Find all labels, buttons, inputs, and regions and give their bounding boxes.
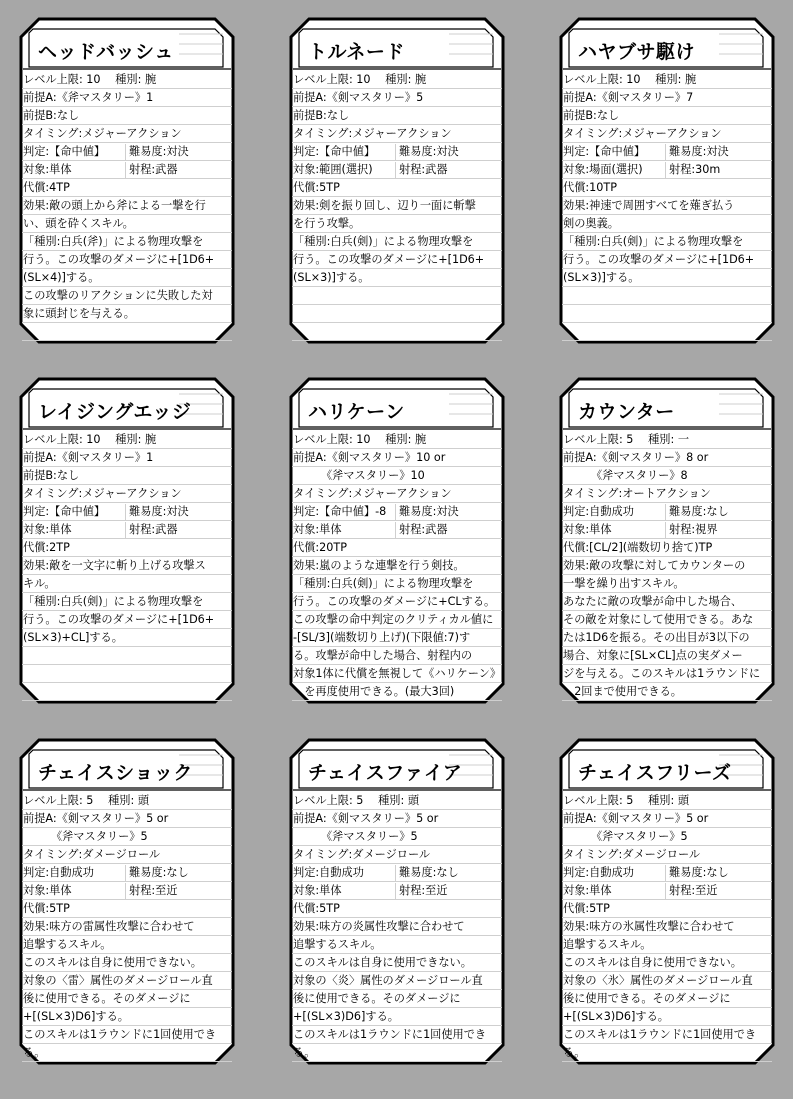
effect-line: ジを与える。このスキルは1ラウンドに xyxy=(562,665,772,683)
effect-line: 対象の〈炎〉属性のダメージロール直 xyxy=(292,972,502,990)
prereq-a-row: 前提A:《剣マスタリー》8 or xyxy=(562,449,772,467)
card-title: ヘッドバッシュ xyxy=(38,41,174,63)
timing-row: タイミング:メジャーアクション xyxy=(22,125,232,143)
effect-line: 場合、対象に[SL×CL]点の実ダメー xyxy=(562,647,772,665)
effect-line: (SL×4)]する。 xyxy=(22,269,232,287)
judge-row xyxy=(562,503,772,521)
effect-line: この攻撃のリアクションに失敗した対 xyxy=(22,287,232,305)
blank-line xyxy=(22,683,232,701)
judge-row xyxy=(292,143,502,161)
cost-row: 代償:5TP xyxy=(292,900,502,918)
judge-row xyxy=(22,503,232,521)
cost-row: 代償:4TP xyxy=(22,179,232,197)
blank-line xyxy=(292,287,502,305)
judge-row-left: 判定:【命中値】 xyxy=(293,145,376,158)
target-row xyxy=(562,161,772,179)
blank-line xyxy=(292,323,502,341)
effect-line: る。 xyxy=(292,1044,502,1062)
prereq-b-row: 《斧マスタリー》10 xyxy=(292,467,502,485)
judge-row-right: 難易度:対決 xyxy=(399,145,459,158)
effect-line: +[(SL×3)D6]する。 xyxy=(562,1008,772,1026)
target-row-left: 対象:単体 xyxy=(23,163,72,176)
timing-row: タイミング:ダメージロール xyxy=(22,846,232,864)
blank-line xyxy=(22,323,232,341)
card-title: ハヤブサ駆け xyxy=(578,41,696,63)
target-row xyxy=(292,521,502,539)
target-row xyxy=(22,521,232,539)
effect-line: 効果:味方の氷属性攻撃に合わせて xyxy=(562,918,772,936)
skill-card xyxy=(559,377,775,704)
effect-line: このスキルは1ラウンドに1回使用でき xyxy=(22,1026,232,1044)
cost-row: 代償:5TP xyxy=(22,900,232,918)
effect-line: 対象の〈雷〉属性のダメージロール直 xyxy=(22,972,232,990)
target-row-left: 対象:単体 xyxy=(293,523,342,536)
effect-line: (SL×3)+CL]する。 xyxy=(22,629,232,647)
judge-row-right: 難易度:なし xyxy=(669,505,729,518)
judge-row-left: 判定:自動成功 xyxy=(563,505,634,518)
effect-line: キル。 xyxy=(22,575,232,593)
prereq-b-row: 《斧マスタリー》8 xyxy=(562,467,772,485)
prereq-a-row: 前提A:《剣マスタリー》5 or xyxy=(292,810,502,828)
effect-line: 一撃を繰り出すスキル。 xyxy=(562,575,772,593)
judge-row xyxy=(22,864,232,882)
card-title: ハリケーン xyxy=(308,401,405,423)
effect-line: 行う。この攻撃のダメージに+[1D6+ xyxy=(22,251,232,269)
judge-row xyxy=(22,143,232,161)
target-row-right: 射程:武器 xyxy=(399,523,448,536)
judge-row-left: 判定:自動成功 xyxy=(563,866,634,879)
cost-row: 代償:10TP xyxy=(562,179,772,197)
judge-row-left: 判定:【命中値】 xyxy=(23,505,106,518)
judge-row xyxy=(292,864,502,882)
skill-card xyxy=(19,17,235,344)
effect-line: 「種別:白兵(斧)」による物理攻撃を xyxy=(22,233,232,251)
prereq-a-row: 前提A:《剣マスタリー》5 xyxy=(292,89,502,107)
prereq-a-row: 前提A:《剣マスタリー》1 xyxy=(22,449,232,467)
effect-line: 効果:神速で周囲すべてを薙ぎ払う xyxy=(562,197,772,215)
effect-line: る。 xyxy=(562,1044,772,1062)
card-rows xyxy=(292,71,502,341)
effect-line: を再度使用できる。(最大3回) xyxy=(292,683,502,701)
effect-line: 2回まで使用できる。 xyxy=(562,683,772,701)
effect-line: い、頭を砕くスキル。 xyxy=(22,215,232,233)
judge-row-left: 判定:自動成功 xyxy=(23,866,94,879)
effect-line: 効果:味方の雷属性攻撃に合わせて xyxy=(22,918,232,936)
timing-row: タイミング:メジャーアクション xyxy=(562,125,772,143)
timing-row: タイミング:メジャーアクション xyxy=(292,125,502,143)
effect-line: 効果:嵐のような連撃を行う剣技。 xyxy=(292,557,502,575)
effect-line: (SL×3)]する。 xyxy=(292,269,502,287)
skill-card xyxy=(559,738,775,1065)
prereq-a-row: 前提A:《剣マスタリー》7 xyxy=(562,89,772,107)
effect-line: 効果:敵を一文字に斬り上げる攻撃ス xyxy=(22,557,232,575)
timing-row: タイミング:ダメージロール xyxy=(292,846,502,864)
effect-line: 効果:敵の攻撃に対してカウンターの xyxy=(562,557,772,575)
target-row-left: 対象:単体 xyxy=(293,884,342,897)
blank-line xyxy=(562,287,772,305)
timing-row: タイミング:メジャーアクション xyxy=(22,485,232,503)
effect-line: その敵を対象にして使用できる。あな xyxy=(562,611,772,629)
skill-card xyxy=(559,17,775,344)
blank-line xyxy=(562,323,772,341)
level-row: レベル上限: 5 種別: 頭 xyxy=(292,792,502,810)
prereq-b-row: 《斧マスタリー》5 xyxy=(22,828,232,846)
card-rows xyxy=(562,792,772,1062)
prereq-a-row: 前提A:《剣マスタリー》10 or xyxy=(292,449,502,467)
prereq-a-row: 前提A:《剣マスタリー》5 or xyxy=(22,810,232,828)
judge-row-left: 判定:【命中値】 xyxy=(23,145,106,158)
card-rows xyxy=(292,431,502,701)
skill-card xyxy=(19,738,235,1065)
judge-row xyxy=(292,503,502,521)
target-row-left: 対象:単体 xyxy=(23,884,72,897)
effect-line: 「種別:白兵(剣)」による物理攻撃を xyxy=(292,233,502,251)
target-row-right: 射程:武器 xyxy=(129,523,178,536)
cost-row: 代償:2TP xyxy=(22,539,232,557)
effect-line: -[SL/3](端数切り上げ)(下限値:7)す xyxy=(292,629,502,647)
effect-line: 効果:味方の炎属性攻撃に合わせて xyxy=(292,918,502,936)
effect-line: あなたに敵の攻撃が命中した場合、 xyxy=(562,593,772,611)
effect-line: このスキルは自身に使用できない。 xyxy=(22,954,232,972)
judge-row-right: 難易度:対決 xyxy=(129,145,189,158)
effect-line: (SL×3)]する。 xyxy=(562,269,772,287)
target-row xyxy=(562,521,772,539)
judge-row-right: 難易度:なし xyxy=(399,866,459,879)
effect-line: 効果:敵の頭上から斧による一撃を行 xyxy=(22,197,232,215)
target-row-left: 対象:単体 xyxy=(23,523,72,536)
judge-row-left: 判定:【命中値】 xyxy=(563,145,646,158)
effect-line: 「種別:白兵(剣)」による物理攻撃を xyxy=(292,575,502,593)
effect-line: 行う。この攻撃のダメージに+CLする。 xyxy=(292,593,502,611)
effect-line: このスキルは自身に使用できない。 xyxy=(292,954,502,972)
card-rows xyxy=(562,431,772,701)
effect-line: 「種別:白兵(剣)」による物理攻撃を xyxy=(22,593,232,611)
level-row: レベル上限: 10 種別: 腕 xyxy=(292,71,502,89)
card-rows xyxy=(22,792,232,1062)
prereq-b-row: 《斧マスタリー》5 xyxy=(292,828,502,846)
effect-line: 行う。この攻撃のダメージに+[1D6+ xyxy=(292,251,502,269)
card-rows xyxy=(22,431,232,701)
level-row: レベル上限: 5 種別: 頭 xyxy=(22,792,232,810)
effect-line: る。 xyxy=(22,1044,232,1062)
target-row-right: 射程:武器 xyxy=(129,163,178,176)
skill-card xyxy=(289,377,505,704)
target-row-left: 対象:場面(選択) xyxy=(563,163,643,176)
prereq-b-row: 前提B:なし xyxy=(292,107,502,125)
skill-card xyxy=(289,17,505,344)
target-row xyxy=(562,882,772,900)
prereq-b-row: 前提B:なし xyxy=(22,467,232,485)
prereq-b-row: 前提B:なし xyxy=(22,107,232,125)
effect-line: この攻撃の命中判定のクリティカル値に xyxy=(292,611,502,629)
card-title: カウンター xyxy=(578,401,675,423)
effect-line: このスキルは自身に使用できない。 xyxy=(562,954,772,972)
target-row-left: 対象:範囲(選択) xyxy=(293,163,373,176)
level-row: レベル上限: 5 種別: 一 xyxy=(562,431,772,449)
prereq-b-row: 前提B:なし xyxy=(562,107,772,125)
target-row-right: 射程:至近 xyxy=(669,884,718,897)
target-row-right: 射程:至近 xyxy=(129,884,178,897)
judge-row-right: 難易度:なし xyxy=(669,866,729,879)
effect-line: を行う攻撃。 xyxy=(292,215,502,233)
effect-line: 追撃するスキル。 xyxy=(22,936,232,954)
judge-row-right: 難易度:対決 xyxy=(669,145,729,158)
effect-line: る。攻撃が命中した場合、射程内の xyxy=(292,647,502,665)
effect-line: 「種別:白兵(剣)」による物理攻撃を xyxy=(562,233,772,251)
effect-line: 後に使用できる。そのダメージに xyxy=(562,990,772,1008)
level-row: レベル上限: 10 種別: 腕 xyxy=(562,71,772,89)
blank-line xyxy=(22,665,232,683)
target-row-left: 対象:単体 xyxy=(563,523,612,536)
effect-line: 追撃するスキル。 xyxy=(292,936,502,954)
card-title: トルネード xyxy=(308,41,405,63)
card-title: レイジングエッジ xyxy=(38,401,192,423)
judge-row xyxy=(562,864,772,882)
card-title: チェイスファイア xyxy=(308,762,463,784)
card-title: チェイスフリーズ xyxy=(578,762,732,784)
blank-line xyxy=(292,305,502,323)
cost-row: 代償:5TP xyxy=(562,900,772,918)
level-row: レベル上限: 10 種別: 腕 xyxy=(22,71,232,89)
target-row xyxy=(292,882,502,900)
effect-line: +[(SL×3)D6]する。 xyxy=(292,1008,502,1026)
effect-line: 対象1体に代償を無視して《ハリケーン》 xyxy=(292,665,502,683)
timing-row: タイミング:オートアクション xyxy=(562,485,772,503)
judge-row-right: 難易度:対決 xyxy=(129,505,189,518)
effect-line: 剣の奥義。 xyxy=(562,215,772,233)
target-row xyxy=(292,161,502,179)
effect-line: このスキルは1ラウンドに1回使用でき xyxy=(562,1026,772,1044)
effect-line: 追撃するスキル。 xyxy=(562,936,772,954)
effect-line: 効果:剣を振り回し、辺り一面に斬撃 xyxy=(292,197,502,215)
effect-line: このスキルは1ラウンドに1回使用でき xyxy=(292,1026,502,1044)
effect-line: 対象の〈氷〉属性のダメージロール直 xyxy=(562,972,772,990)
level-row: レベル上限: 10 種別: 腕 xyxy=(292,431,502,449)
timing-row: タイミング:メジャーアクション xyxy=(292,485,502,503)
target-row xyxy=(22,882,232,900)
prereq-a-row: 前提A:《斧マスタリー》1 xyxy=(22,89,232,107)
target-row-left: 対象:単体 xyxy=(563,884,612,897)
effect-line: 行う。この攻撃のダメージに+[1D6+ xyxy=(562,251,772,269)
cost-row: 代償:5TP xyxy=(292,179,502,197)
prereq-a-row: 前提A:《剣マスタリー》5 or xyxy=(562,810,772,828)
target-row-right: 射程:至近 xyxy=(399,884,448,897)
effect-line: 行う。この攻撃のダメージに+[1D6+ xyxy=(22,611,232,629)
timing-row: タイミング:ダメージロール xyxy=(562,846,772,864)
card-rows xyxy=(562,71,772,341)
skill-card xyxy=(19,377,235,704)
level-row: レベル上限: 5 種別: 頭 xyxy=(562,792,772,810)
effect-line: +[(SL×3)D6]する。 xyxy=(22,1008,232,1026)
effect-line: 後に使用できる。そのダメージに xyxy=(22,990,232,1008)
effect-line: 象に頭封じを与える。 xyxy=(22,305,232,323)
card-rows xyxy=(292,792,502,1062)
target-row-right: 射程:武器 xyxy=(399,163,448,176)
prereq-b-row: 《斧マスタリー》5 xyxy=(562,828,772,846)
blank-line xyxy=(562,305,772,323)
target-row-right: 射程:視界 xyxy=(669,523,718,536)
judge-row xyxy=(562,143,772,161)
blank-line xyxy=(22,647,232,665)
card-rows xyxy=(22,71,232,341)
effect-line: たは1D6を振る。その出目が3以下の xyxy=(562,629,772,647)
judge-row-right: 難易度:対決 xyxy=(399,505,459,518)
target-row xyxy=(22,161,232,179)
cost-row: 代償:[CL/2](端数切り捨て)TP xyxy=(562,539,772,557)
judge-row-left: 判定:【命中値】-8 xyxy=(293,505,387,518)
card-title: チェイスショック xyxy=(38,762,193,784)
skill-card xyxy=(289,738,505,1065)
cost-row: 代償:20TP xyxy=(292,539,502,557)
level-row: レベル上限: 10 種別: 腕 xyxy=(22,431,232,449)
effect-line: 後に使用できる。そのダメージに xyxy=(292,990,502,1008)
judge-row-left: 判定:自動成功 xyxy=(293,866,364,879)
target-row-right: 射程:30m xyxy=(669,163,721,176)
judge-row-right: 難易度:なし xyxy=(129,866,189,879)
